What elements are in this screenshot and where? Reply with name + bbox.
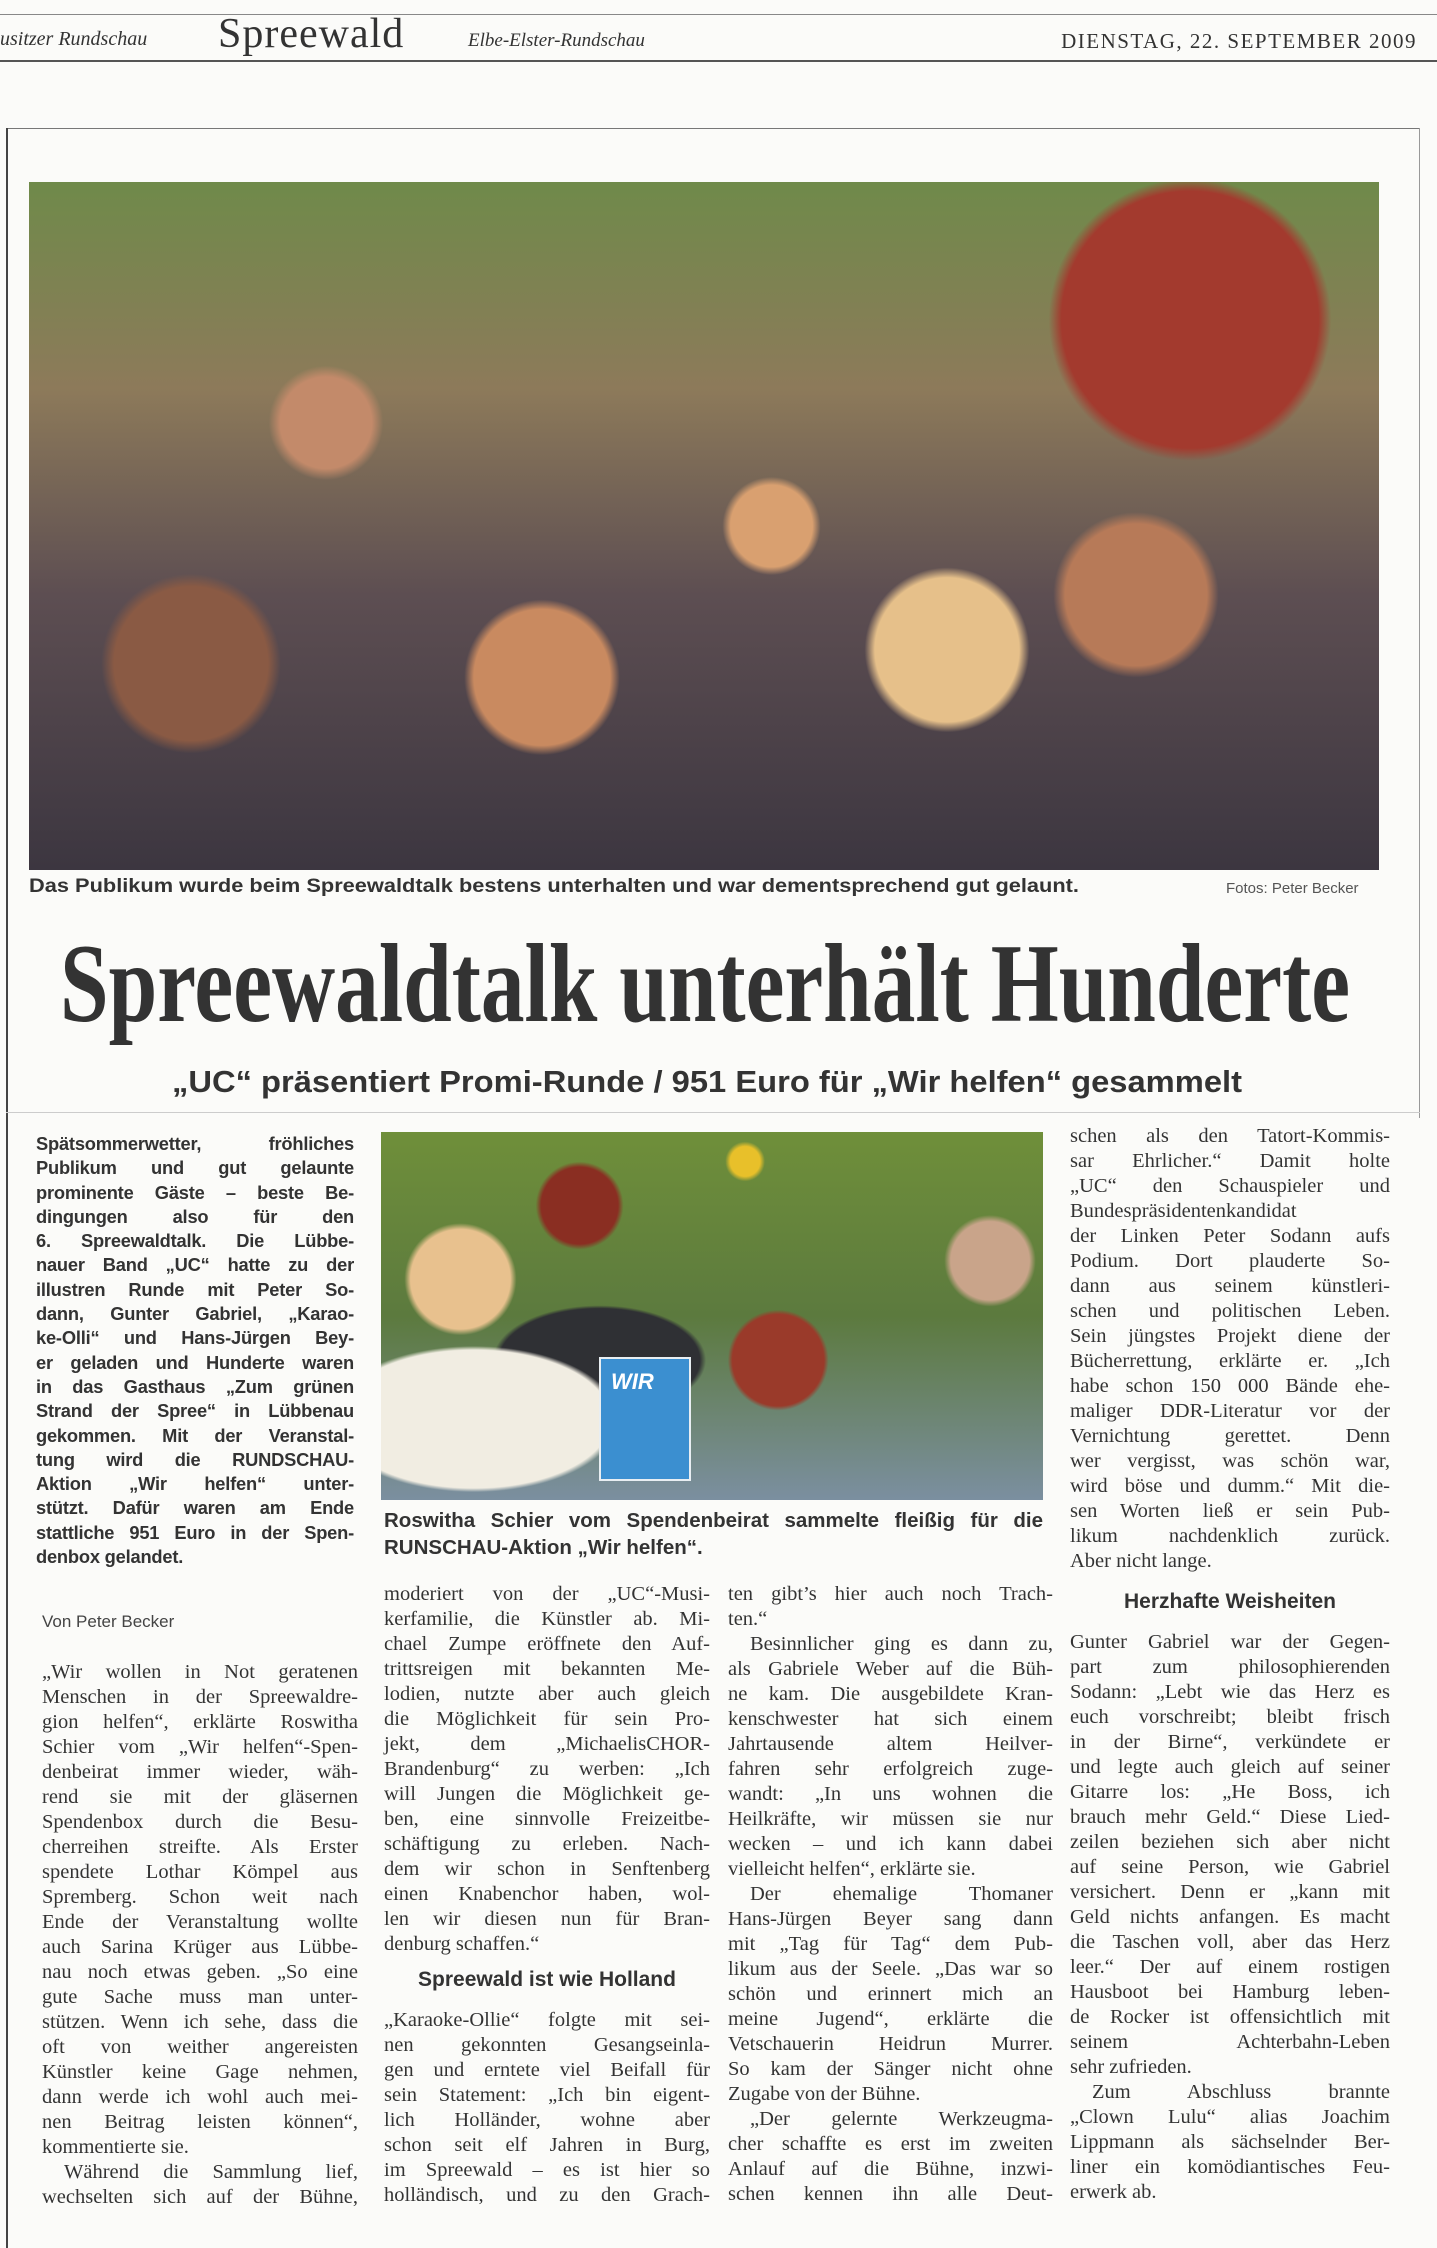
donation-photo-caption — [384, 1507, 1043, 1561]
headline: Spreewaldtalk unterhält Hunderte — [60, 922, 1350, 1046]
text-line: holländisch, und zu den Grach- — [384, 2184, 710, 2206]
text-line: schen und politischen Leben. — [1070, 1300, 1390, 1322]
paragraph — [1070, 1630, 1390, 2080]
text-line: Geld nichts anfangen. Es macht — [1070, 1906, 1390, 1928]
text-line: So kam der Sänger nicht ohne — [728, 2058, 1053, 2080]
text-line: „Der gelernte Werkzeugma- — [750, 2108, 1053, 2130]
text-line: Brandenburg“ zu werben: „Ich — [384, 1758, 710, 1780]
text-line: tung wird die RUNDSCHAU- — [36, 1448, 354, 1470]
text-line: brauch mehr Geld.“ Diese Lied- — [1070, 1806, 1390, 1828]
text-line: habe schon 150 000 Bände ehe- — [1070, 1375, 1390, 1397]
text-line: Bücherrettung, erklärte er. „Ich — [1070, 1350, 1390, 1372]
text-line: wer vergisst, was schön war, — [1070, 1450, 1390, 1472]
text-line: nen gekonnten Gesangseinla- — [384, 2034, 710, 2056]
text-line: schen kennen ihn alle Deut- — [728, 2183, 1053, 2205]
text-line: 6. Spreewaldtalk. Die Lübbe- — [36, 1230, 354, 1252]
text-line: Ende der Veranstaltung wollte — [42, 1911, 358, 1933]
text-line: auf seine Person, wie Gabriel — [1070, 1856, 1390, 1878]
text-line: die Taschen voll, aber das Herz — [1070, 1931, 1390, 1953]
masthead-top-rule — [0, 14, 1437, 15]
text-line: sar Ehrlicher.“ Damit holte — [1070, 1150, 1390, 1172]
text-line: seinem Achterbahn-Leben — [1070, 2031, 1390, 2053]
subheading-holland: Spreewald ist wie Holland — [418, 1968, 676, 1991]
text-line: „Karaoke-Ollie“ folgte mit sei- — [384, 2009, 710, 2031]
column-3 — [728, 1582, 1053, 2207]
frame-top — [6, 128, 1420, 129]
text-line: einen Knabenchor haben, wol- — [384, 1883, 710, 1905]
text-line: Spätsommerwetter, fröhliches — [36, 1133, 354, 1154]
text-line: sein Statement: „Ich bin eigent- — [384, 2084, 710, 2106]
text-line: in das Gasthaus „Zum grünen — [36, 1375, 354, 1397]
text-line: die Möglichkeit für sein Pro- — [384, 1708, 710, 1730]
column-2-top — [384, 1582, 710, 1957]
text-line: chael Zumpe eröffnete den Auf- — [384, 1633, 710, 1655]
text-line: kenschwester hat sich einem — [728, 1708, 1053, 1730]
text-line: schen als den Tatort-Kommis- — [1070, 1125, 1390, 1147]
donation-photo — [381, 1132, 1043, 1500]
main-photo-caption: Das Publikum wurde beim Spreewaldtalk bestens unterhalten und war dementsprechend gut gelaunt. — [29, 876, 1079, 897]
audience-photo — [29, 182, 1379, 870]
masthead-section: Spreewald — [218, 11, 405, 57]
text-line: wandt: „In uns wohnen die — [728, 1783, 1053, 1805]
text-line: Künstler keine Gage nehmen, — [42, 2061, 358, 2083]
text-line: Hausboot bei Hamburg leben- — [1070, 1981, 1390, 2003]
text-line: likum nachdenklich zurück. — [1070, 1525, 1390, 1547]
text-line: gen und erntete viel Beifall für — [384, 2059, 710, 2081]
text-line: nauer Band „UC“ hatte zu der — [36, 1254, 354, 1276]
text-line: cherreihen streifte. Als Erster — [42, 1836, 358, 1858]
text-line: Spendenbox durch die Besu- — [42, 1811, 358, 1833]
donation-box-label: WIR — [611, 1369, 654, 1394]
text-line: Vernichtung gerettet. Denn — [1070, 1425, 1390, 1447]
text-line: und legte auch gleich auf seiner — [1070, 1756, 1390, 1778]
paragraph — [1070, 1124, 1390, 1574]
frame-left — [6, 128, 8, 2248]
paragraph — [42, 1660, 358, 2160]
text-line: sehr zufrieden. — [1070, 2056, 1192, 2078]
text-line: Anlauf auf die Bühne, inzwi- — [728, 2158, 1053, 2180]
column-4-bottom — [1070, 1630, 1390, 2205]
text-line: gion helfen“, erklärte Roswitha — [42, 1711, 358, 1733]
text-line: lich Holländer, wohne aber — [384, 2109, 710, 2131]
text-line: Während die Sammlung lief, — [64, 2161, 358, 2183]
text-line: kerfamilie, die Künstler ab. Mi- — [384, 1608, 710, 1630]
text-line: ten.“ — [728, 1608, 768, 1630]
text-line: Jahrtausende altem Heilver- — [728, 1733, 1053, 1755]
text-line: maliger DDR-Literatur vor der — [1070, 1400, 1390, 1422]
text-line: fahren sehr erfolgreich zuge- — [728, 1758, 1053, 1780]
text-line: stützen. Wenn ich sehe, dass die — [42, 2011, 358, 2033]
text-line: „Clown Lulu“ alias Joachim — [1070, 2106, 1390, 2128]
text-line: ben, eine sinnvolle Freizeitbe- — [384, 1808, 710, 1830]
text-line: als Gabriele Weber auf die Büh- — [728, 1658, 1053, 1680]
text-line: moderiert von der „UC“-Musi- — [384, 1583, 710, 1605]
text-line: Hans-Jürgen Beyer sang dann — [728, 1908, 1053, 1930]
column-1 — [42, 1660, 358, 2210]
text-line: Lippmann als sächselnder Ber- — [1070, 2131, 1390, 2153]
text-line: de Rocker ist offensichtlich mit — [1070, 2006, 1390, 2028]
text-line: liner ein komödiantisches Feu- — [1070, 2156, 1390, 2178]
text-line: dann werde ich wohl auch mei- — [42, 2086, 358, 2108]
text-line: dann aus seinem künstleri- — [1070, 1275, 1390, 1297]
text-line: Podium. Dort plauderte So- — [1070, 1250, 1390, 1272]
text-line: wecken – und ich kann dabei — [728, 1833, 1053, 1855]
paragraph — [728, 1632, 1053, 1882]
text-line: rend sie mit der gläsernen — [42, 1786, 358, 1808]
text-line: wechselten sich auf der Bühne, — [42, 2186, 358, 2208]
text-line: Zum Abschluss brannte — [1092, 2081, 1390, 2103]
paragraph — [728, 1582, 1053, 1632]
text-line: Sodann: „Lebt wie das Herz es — [1070, 1681, 1390, 1703]
paragraph — [728, 2107, 1053, 2207]
paragraph — [1070, 2080, 1390, 2205]
text-line: leer.“ Der auf einem rostigen — [1070, 1956, 1390, 1978]
masthead-left-paper: usitzer Rundschau — [0, 28, 148, 50]
text-line: euch vorschreibt; bleibt frisch — [1070, 1706, 1390, 1728]
text-line: dingungen also für den — [36, 1205, 354, 1227]
text-line: „Wir wollen in Not geratenen — [42, 1661, 358, 1683]
text-line: „UC“ den Schauspieler und — [1070, 1175, 1390, 1197]
headline-divider — [6, 1112, 1420, 1113]
subheadline: „UC“ präsentiert Promi-Runde / 951 Euro für „Wir helfen“ gesammelt — [172, 1064, 1242, 1099]
paragraph — [384, 1582, 710, 1957]
text-line: dem wir schon in Senftenberg — [384, 1858, 710, 1880]
text-line: len wir diesen nun für Bran- — [384, 1908, 710, 1930]
text-line: Schier vom „Wir helfen“-Spen- — [42, 1736, 358, 1758]
caption-line: Roswitha Schier vom Spendenbeirat sammelte fleißig für die — [384, 1509, 1043, 1532]
paragraph — [42, 2160, 358, 2210]
donation-box — [599, 1357, 691, 1481]
text-line: Gunter Gabriel war der Gegen- — [1070, 1631, 1390, 1653]
text-line: meine Jugend“, erklärte die — [728, 2008, 1053, 2030]
byline: Von Peter Becker — [42, 1612, 175, 1631]
text-line: Aber nicht lange. — [1070, 1550, 1212, 1572]
text-line: auch Sarina Krüger aus Lübbe- — [42, 1936, 358, 1958]
text-line: ten gibt’s hier auch noch Trach- — [728, 1583, 1053, 1605]
text-line: denburg schaffen.“ — [384, 1933, 540, 1955]
text-line: Aktion „Wir helfen“ unter- — [36, 1473, 354, 1495]
text-line: zeilen beziehen sich aber nicht — [1070, 1831, 1390, 1853]
column-2-bottom — [384, 2008, 710, 2208]
text-line: ke-Olli“ und Hans-Jürgen Bey- — [36, 1327, 354, 1349]
subheading-weisheiten: Herzhafte Weisheiten — [1124, 1590, 1336, 1613]
text-line: trittsreigen mit bekannten Me- — [384, 1658, 710, 1680]
text-line: prominente Gäste – beste Be- — [36, 1181, 354, 1203]
text-line: vielleicht helfen“, erklärte sie. — [728, 1858, 976, 1880]
text-line: Der ehemalige Thomaner — [750, 1883, 1053, 1905]
text-line: part zum philosophierenden — [1070, 1656, 1390, 1678]
text-line: nen Beitrag leisten können“, — [42, 2111, 358, 2133]
text-line: Bundespräsidentenkandidat — [1070, 1200, 1297, 1222]
text-line: gekommen. Mit der Veranstal- — [36, 1424, 354, 1446]
text-line: Spremberg. Schon weit nach — [42, 1886, 358, 1908]
text-line: Vetschauerin Heidrun Murrer. — [728, 2033, 1053, 2055]
text-line: mit „Tag für Tag“ dem Pub- — [728, 1933, 1053, 1955]
text-line: in der Birne“, verkündete er — [1070, 1731, 1390, 1753]
photo-credit: Fotos: Peter Becker — [1226, 880, 1359, 897]
text-line: lodien, nutzte aber auch gleich — [384, 1683, 710, 1705]
text-line: likum aus der Seele. „Das war so — [728, 1958, 1053, 1980]
text-line: schon seit elf Jahren in Burg, — [384, 2134, 710, 2156]
text-line: Sein jüngstes Projekt diene der — [1070, 1325, 1390, 1347]
text-line: jekt, dem „MichaelisCHOR- — [384, 1733, 710, 1755]
text-line: stützt. Dafür waren am Ende — [36, 1497, 354, 1519]
text-line: wird böse und dumm.“ Mit die- — [1070, 1475, 1390, 1497]
masthead-right-paper: Elbe-Elster-Rundschau — [468, 30, 645, 51]
text-line: Besinnlicher ging es dann zu, — [750, 1633, 1053, 1655]
text-line: spendete Lothar Kömpel aus — [42, 1861, 358, 1883]
text-line: Zugabe von der Bühne. — [728, 2083, 921, 2105]
text-line: gute Sache muss man unter- — [42, 1986, 358, 2008]
text-line: Strand der Spree“ in Lübbenau — [36, 1400, 354, 1422]
text-line: kommentierte sie. — [42, 2136, 189, 2158]
masthead-date: DIENSTAG, 22. SEPTEMBER 2009 — [1061, 29, 1417, 53]
text-line: denbox gelandet. — [36, 1546, 184, 1568]
caption-line: RUNSCHAU-Aktion „Wir helfen“. — [384, 1536, 703, 1559]
text-line: illustren Runde mit Peter So- — [36, 1278, 354, 1300]
text-line: schäftigung zu erleben. Nach- — [384, 1833, 710, 1855]
text-line: er geladen und Hunderte waren — [36, 1351, 354, 1373]
text-line: will Jungen die Möglichkeit ge- — [384, 1783, 710, 1805]
text-line: dann, Gunter Gabriel, „Karao- — [36, 1303, 354, 1325]
paragraph — [728, 1882, 1053, 2107]
text-line: oft von weither angereisten — [42, 2036, 358, 2058]
column-4-top — [1070, 1124, 1390, 1574]
text-line: erwerk ab. — [1070, 2181, 1157, 2203]
text-line: ne kam. Die ausgebildete Kran- — [728, 1683, 1053, 1705]
text-line: cher schaffte es erst im zweiten — [728, 2133, 1053, 2155]
text-line: Heilkräfte, wir müssen sie nur — [728, 1808, 1053, 1830]
text-line: sen Worten ließ er sein Pub- — [1070, 1500, 1390, 1522]
masthead-bottom-rule — [0, 60, 1437, 62]
lead-paragraph — [36, 1132, 354, 1569]
text-line: Publikum und gut gelaunte — [36, 1157, 354, 1179]
text-line: im Spreewald – es ist hier so — [384, 2159, 710, 2181]
text-line: Menschen in der Spreewaldre- — [42, 1686, 358, 1708]
text-line: denbeirat immer wieder, wäh- — [42, 1761, 358, 1783]
text-line: nau noch etwas geben. „So eine — [42, 1961, 358, 1983]
text-line: schön und erinnert mich an — [728, 1983, 1053, 2005]
text-line: stattliche 951 Euro in der Spen- — [36, 1521, 354, 1543]
text-line: Gitarre los: „He Boss, ich — [1070, 1781, 1390, 1803]
paragraph — [384, 2008, 710, 2208]
text-line: versichert. Denn er „kann mit — [1070, 1881, 1390, 1903]
text-line: der Linken Peter Sodann aufs — [1070, 1225, 1390, 1247]
